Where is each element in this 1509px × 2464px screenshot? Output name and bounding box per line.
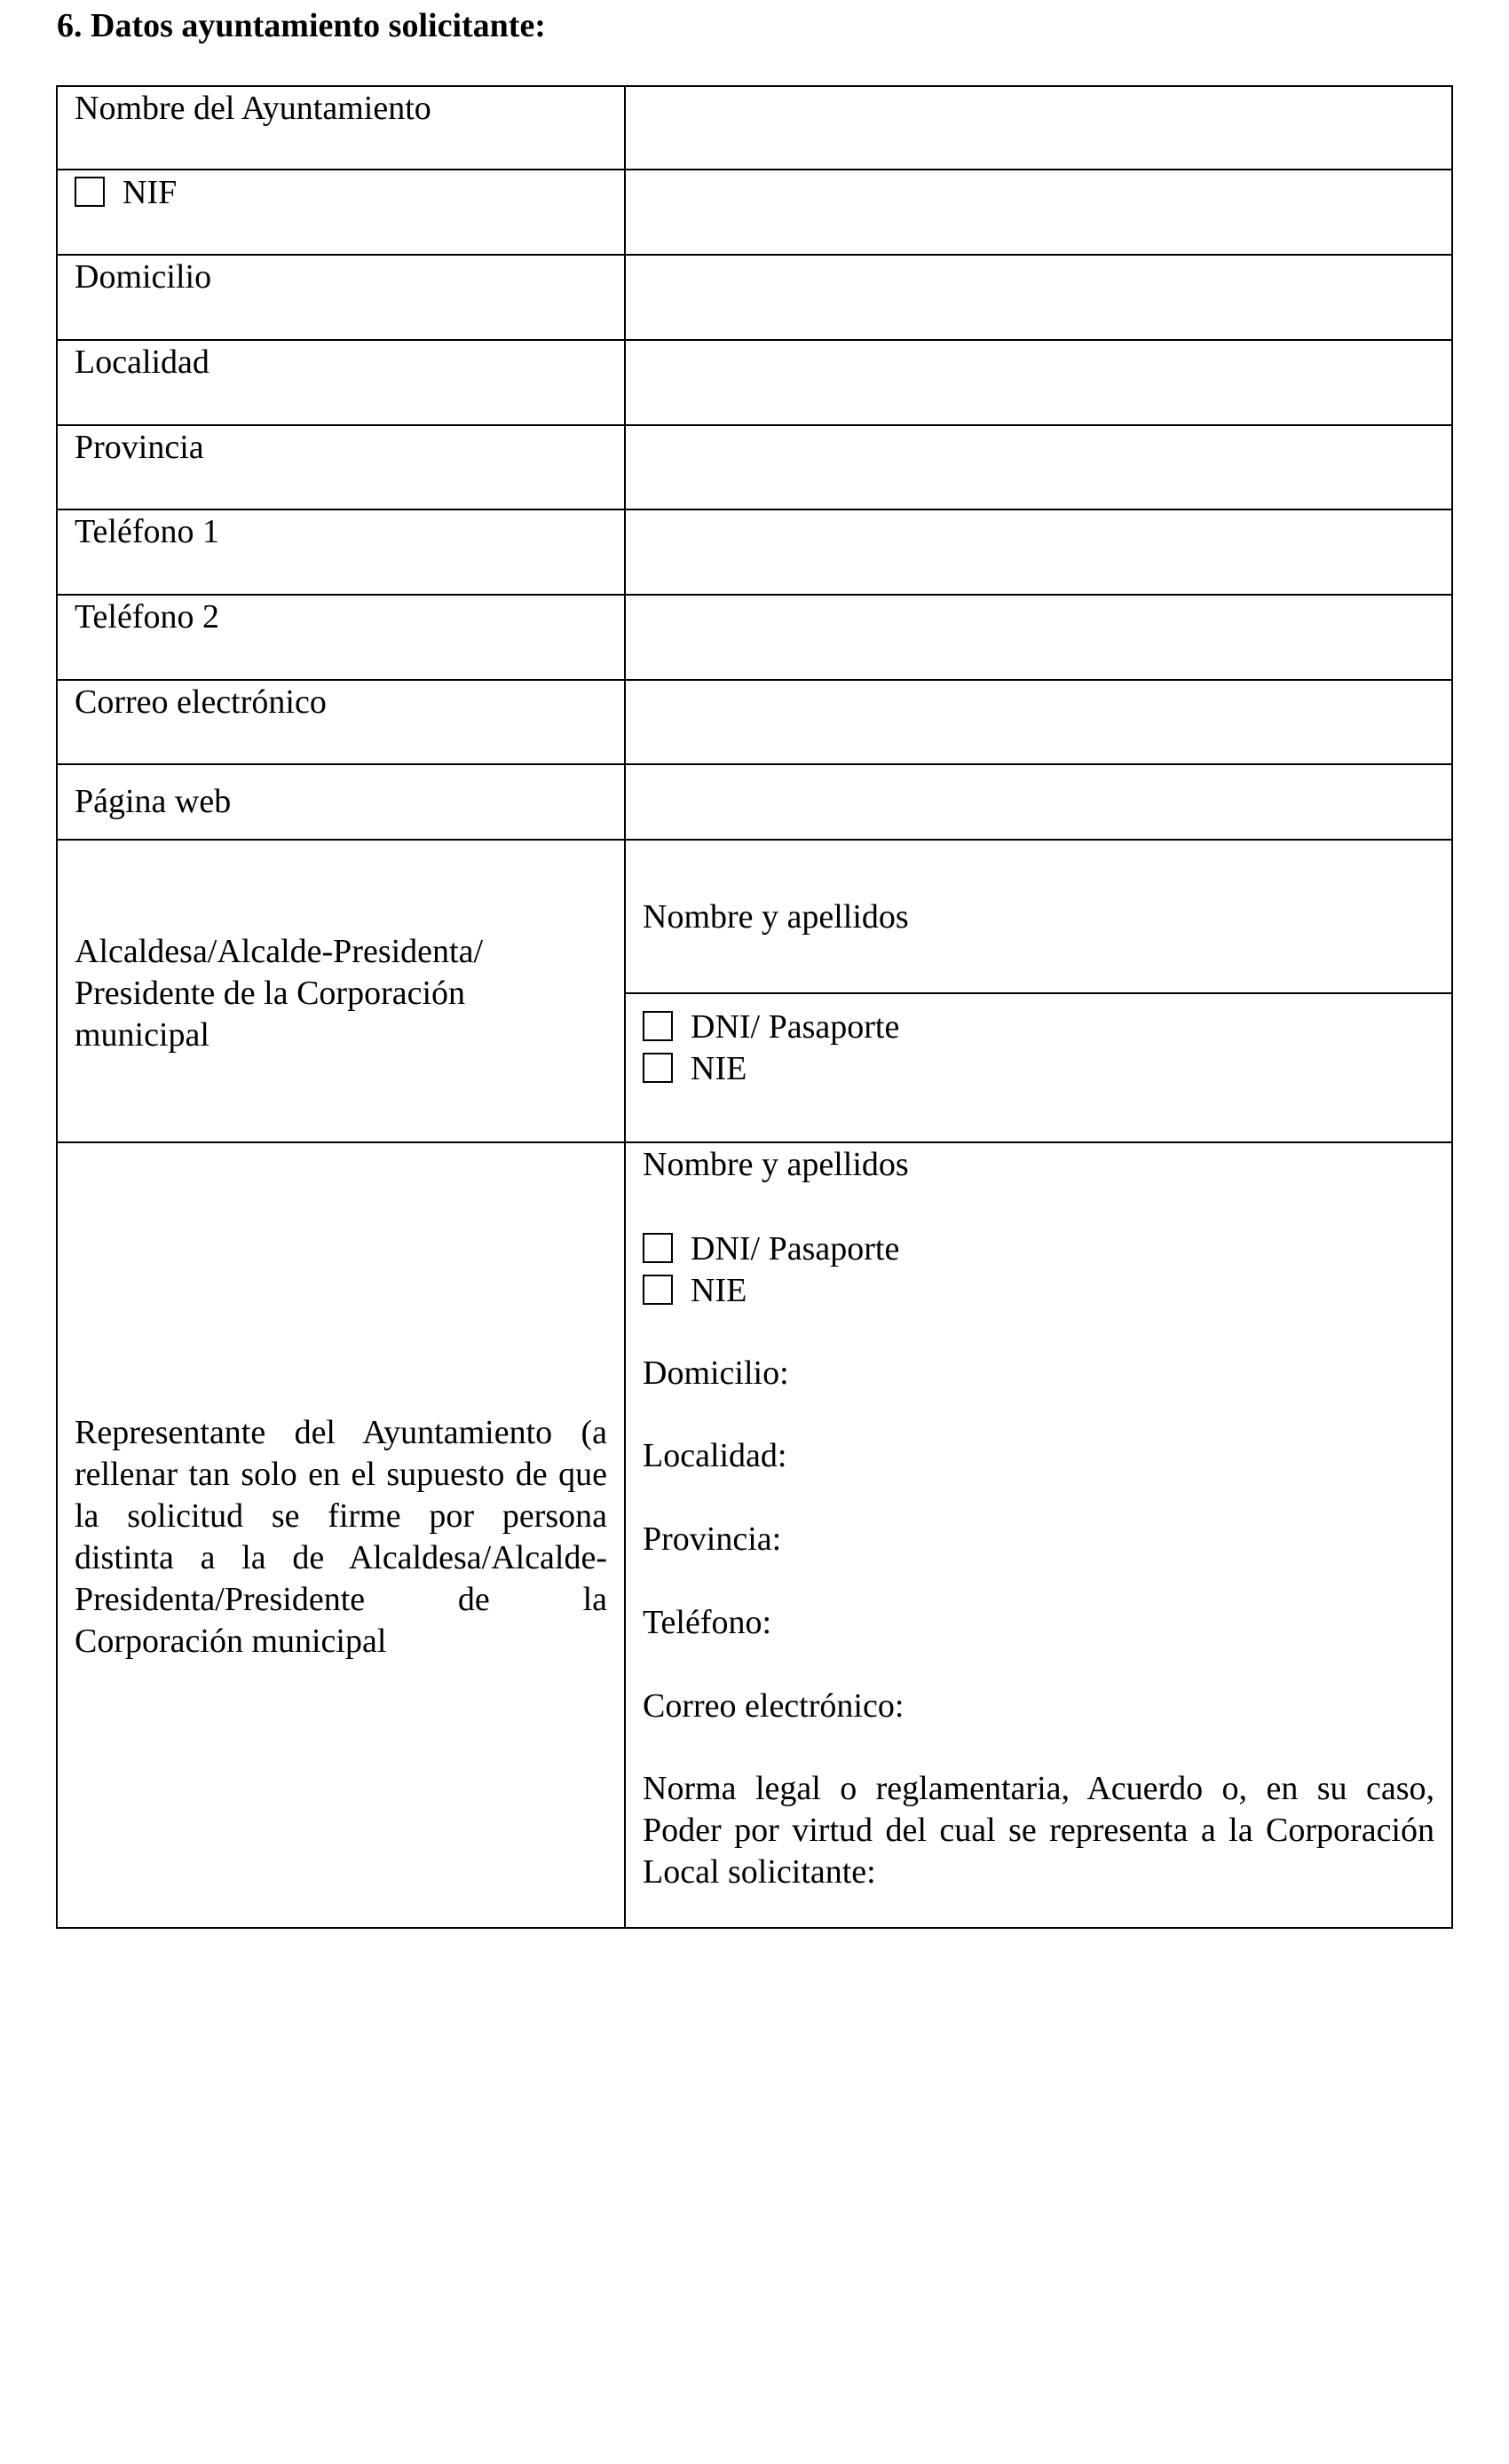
row-line [56,85,1453,87]
table-border-left [56,85,58,1929]
table-border-right [1451,85,1453,1929]
row-line [56,424,1453,426]
row-line [56,1141,1453,1143]
alcalde-nie-label: NIE [691,1050,747,1087]
row-line [56,839,1453,841]
input-correo[interactable] [627,682,1450,762]
row-line [56,254,1453,256]
rep-norma-legal[interactable]: Norma legal o reglamentaria, Acuerdo o, en su caso, Poder por virtud del cual se representa a la Corporación Local solicitante: [643,1770,1434,1891]
representante-label: Representante del Ayuntamiento (a rellenar tan solo en el supuesto de que la solicitud se firme por persona distinta a la de Alcaldesa/Alcalde-Presidenta/Presidente de la Corporación municipal [75,1414,607,1660]
rep-dni-row [643,1228,899,1270]
alcalde-nie-checkbox[interactable] [643,1053,673,1083]
rep-nie-label: NIE [691,1272,747,1309]
row-line-inner [624,992,1453,994]
input-nombre-ayuntamiento[interactable] [627,88,1450,168]
row-line [56,1927,1453,1929]
label-telefono-1: Teléfono 1 [75,513,220,550]
rep-nie-checkbox[interactable] [643,1275,673,1305]
label-pagina-web: Página web [75,783,232,820]
alcalde-label-line-2: Presidente de la Corporación [75,975,466,1012]
alcalde-dni-row [643,1007,899,1048]
rep-dni-label: DNI/ Pasaporte [691,1230,900,1268]
section-title: 6. Datos ayuntamiento solicitante: [57,7,546,44]
row-line [56,339,1453,341]
rep-correo[interactable]: Correo electrónico: [643,1687,905,1725]
rep-dni-checkbox[interactable] [643,1233,673,1263]
label-nif: NIF [122,174,178,211]
alcalde-nombre-apellidos[interactable]: Nombre y apellidos [643,898,909,936]
nif-checkbox[interactable] [75,177,105,207]
input-domicilio[interactable] [627,257,1450,338]
row-line [56,763,1453,765]
label-nombre-ayuntamiento: Nombre del Ayuntamiento [75,90,431,127]
alcalde-label-line-1: Alcaldesa/Alcalde-Presidenta/ [75,933,484,970]
row-line [56,679,1453,681]
label-domicilio: Domicilio [75,258,212,296]
input-localidad[interactable] [627,342,1450,423]
rep-localidad[interactable]: Localidad: [643,1437,787,1474]
nif-row [75,172,177,214]
row-line [56,594,1453,596]
rep-telefono[interactable]: Teléfono: [643,1604,772,1641]
label-localidad: Localidad [75,344,209,381]
input-telefono-1[interactable] [627,511,1450,593]
row-line [56,509,1453,510]
table-column-divider [624,85,626,1929]
alcalde-label-line-3: municipal [75,1016,209,1054]
input-provincia[interactable] [627,427,1450,508]
alcalde-nie-row [643,1048,747,1090]
input-nif[interactable] [627,171,1450,253]
input-telefono-2[interactable] [627,596,1450,678]
input-pagina-web[interactable] [627,766,1450,838]
rep-nie-row [643,1270,747,1312]
label-correo: Correo electrónico [75,683,327,721]
rep-provincia[interactable]: Provincia: [643,1520,782,1558]
alcalde-dni-label: DNI/ Pasaporte [691,1008,900,1046]
row-line [56,169,1453,170]
label-telefono-2: Teléfono 2 [75,598,220,636]
rep-nombre-apellidos[interactable]: Nombre y apellidos [643,1146,909,1183]
label-provincia: Provincia [75,429,204,466]
rep-domicilio[interactable]: Domicilio: [643,1354,789,1392]
alcalde-dni-checkbox[interactable] [643,1011,673,1041]
